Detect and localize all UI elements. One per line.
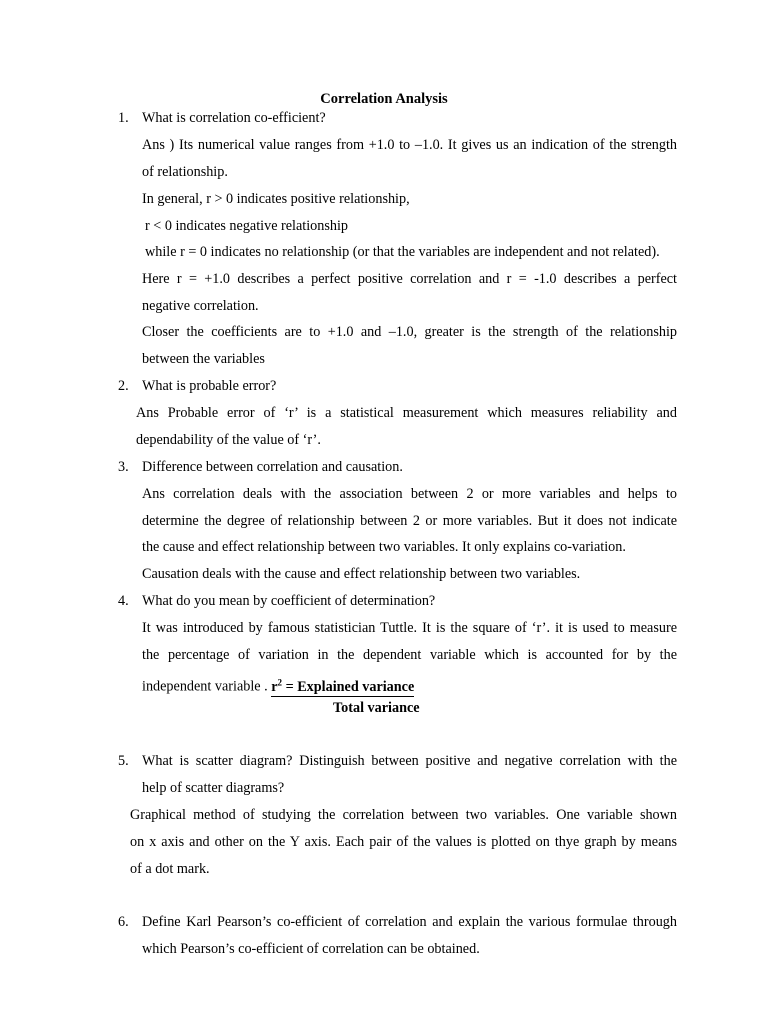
question-text: Difference between correlation and causation. — [142, 459, 403, 475]
question-text: Define Karl Pearson’s co-efficient of correlation and explain the various formulae through — [142, 914, 677, 930]
answer-line: on x axis and other on the Y axis. Each pair of the values is plotted on thye graph by means — [130, 834, 677, 850]
formula-explained-variance: = Explained variance — [282, 678, 415, 695]
question-number: 6. — [118, 914, 129, 930]
question-text: What is scatter diagram? Distinguish between positive and negative correlation with the — [142, 753, 677, 769]
answer-line: It was introduced by famous statistician Tuttle. It is the square of ‘r’. it is used to measure — [142, 620, 677, 636]
answer-line: negative correlation. — [142, 298, 259, 314]
formula-numerator — [271, 679, 414, 697]
answer-line: while r = 0 indicates no relationship (or that the variables are independent and not related). — [145, 244, 660, 260]
question-number: 5. — [118, 753, 129, 769]
question-number: 1. — [118, 110, 129, 126]
question-text: which Pearson’s co-efficient of correlation can be obtained. — [142, 941, 480, 957]
answer-line: In general, r > 0 indicates positive relationship, — [142, 191, 410, 207]
question-number: 2. — [118, 378, 129, 394]
formula-r: r — [271, 678, 278, 695]
question-text: What is probable error? — [142, 378, 277, 394]
answer-line: Here r = +1.0 describes a perfect positive correlation and r = -1.0 describes a perfect — [142, 271, 677, 287]
answer-line: Graphical method of studying the correlation between two variables. One variable shown — [130, 807, 677, 823]
answer-line: Causation deals with the cause and effect relationship between two variables. — [142, 566, 581, 582]
question-text: What do you mean by coefficient of determination? — [142, 593, 436, 609]
formula-exponent: 2 — [277, 677, 283, 687]
question-text: help of scatter diagrams? — [142, 780, 285, 796]
answer-line: Closer the coefficients are to +1.0 and –1.0, greater is the strength of the relationship — [142, 324, 677, 340]
answer-line: Ans Probable error of ‘r’ is a statistical measurement which measures reliability and — [136, 405, 677, 421]
answer-line: the cause and effect relationship between two variables. It only explains co-variation. — [142, 539, 626, 555]
answer-line: between the variables — [142, 351, 265, 367]
answer-text: independent variable . — [142, 678, 268, 695]
answer-line: Ans ) Its numerical value ranges from +1.0 to –1.0. It gives us an indication of the strength — [142, 137, 677, 153]
answer-line: of a dot mark. — [130, 861, 210, 877]
answer-line: determine the degree of relationship between 2 or more variables. But it does not indicate — [142, 513, 677, 529]
page-title: Correlation Analysis — [320, 91, 448, 107]
answer-line: r < 0 indicates negative relationship — [145, 218, 349, 234]
question-number: 3. — [118, 459, 129, 475]
answer-line: the percentage of variation in the dependent variable which is accounted for by the — [142, 647, 677, 663]
answer-line: of relationship. — [142, 164, 228, 180]
question-text: What is correlation co-efficient? — [142, 110, 326, 126]
answer-line — [142, 673, 414, 696]
answer-line: Ans correlation deals with the association between 2 or more variables and helps to — [142, 486, 677, 502]
question-number: 4. — [118, 593, 129, 609]
answer-line: dependability of the value of ‘r’. — [136, 432, 321, 448]
formula-denominator: Total variance — [333, 700, 420, 716]
